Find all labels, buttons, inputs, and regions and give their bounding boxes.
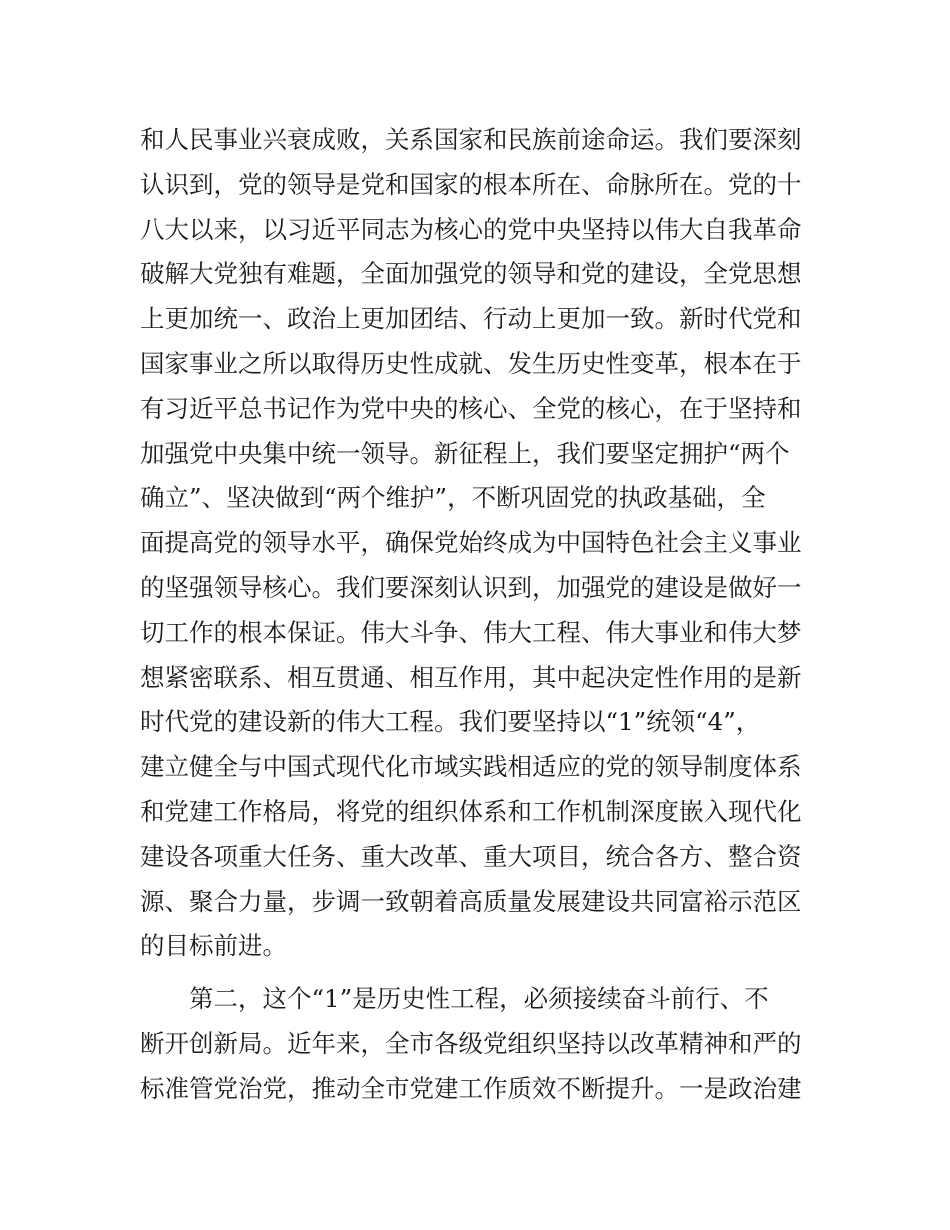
paragraph-1-line: 源、聚合力量，步调一致朝着高质量发展建设共同富裕示范区 <box>140 886 802 916</box>
paragraph-1-line: 和人民事业兴衰成败，关系国家和民族前途命运。我们要深刻 <box>140 125 802 154</box>
paragraph-1-line: 的目标前进。 <box>140 931 287 961</box>
paragraph-1-line: 确立”、坚决做到“两个维护”，不断巩固党的执政基础，全 <box>140 483 766 513</box>
paragraph-1-line: 加强党中央集中统一领导。新征程上，我们要坚定拥护“两个 <box>140 438 790 468</box>
paragraph-1-line: 建设各项重大任务、重大改革、重大项目，统合各方、整合资 <box>140 841 802 871</box>
paragraph-1-line: 破解大党独有难题，全面加强党的领导和党的建设，全党思想 <box>140 259 802 289</box>
paragraph-1-line: 时代党的建设新的伟大工程。我们要坚持以“1”统领“4”， <box>140 707 761 737</box>
paragraph-2-line: 断开创新局。近年来，全市各级党组织坚持以改革精神和严的 <box>140 1028 802 1058</box>
paragraph-1-line: 国家事业之所以取得历史性成就、发生历史性变革，根本在于 <box>140 348 802 378</box>
paragraph-1-line: 和党建工作格局，将党的组织体系和工作机制深度嵌入现代化 <box>140 796 802 826</box>
paragraph-2-line: 标准管党治党，推动全市党建工作质效不断提升。一是政治建 <box>140 1073 802 1103</box>
paragraph-1-line: 八大以来，以习近平同志为核心的党中央坚持以伟大自我革命 <box>140 214 802 244</box>
paragraph-2-line: 第二，这个“1”是历史性工程，必须接续奋斗前行、不 <box>140 984 769 1014</box>
paragraph-1-line: 建立健全与中国式现代化市域实践相适应的党的领导制度体系 <box>140 752 802 782</box>
paragraph-gap <box>140 969 820 977</box>
document-body <box>140 118 820 1112</box>
paragraph-1-line: 切工作的根本保证。伟大斗争、伟大工程、伟大事业和伟大梦 <box>140 617 802 647</box>
paragraph-1-line: 上更加统一、政治上更加团结、行动上更加一致。新时代党和 <box>140 304 802 334</box>
paragraph-1-line: 的坚强领导核心。我们要深刻认识到，加强党的建设是做好一 <box>140 572 802 602</box>
paragraph-1-line: 认识到，党的领导是党和国家的根本所在、命脉所在。党的十 <box>140 169 802 199</box>
paragraph-1-line: 有习近平总书记作为党中央的核心、全党的核心，在于坚持和 <box>140 393 802 423</box>
paragraph-1-line: 想紧密联系、相互贯通、相互作用，其中起决定性作用的是新 <box>140 662 802 692</box>
paragraph-1-line: 面提高党的领导水平，确保党始终成为中国特色社会主义事业 <box>140 528 802 558</box>
